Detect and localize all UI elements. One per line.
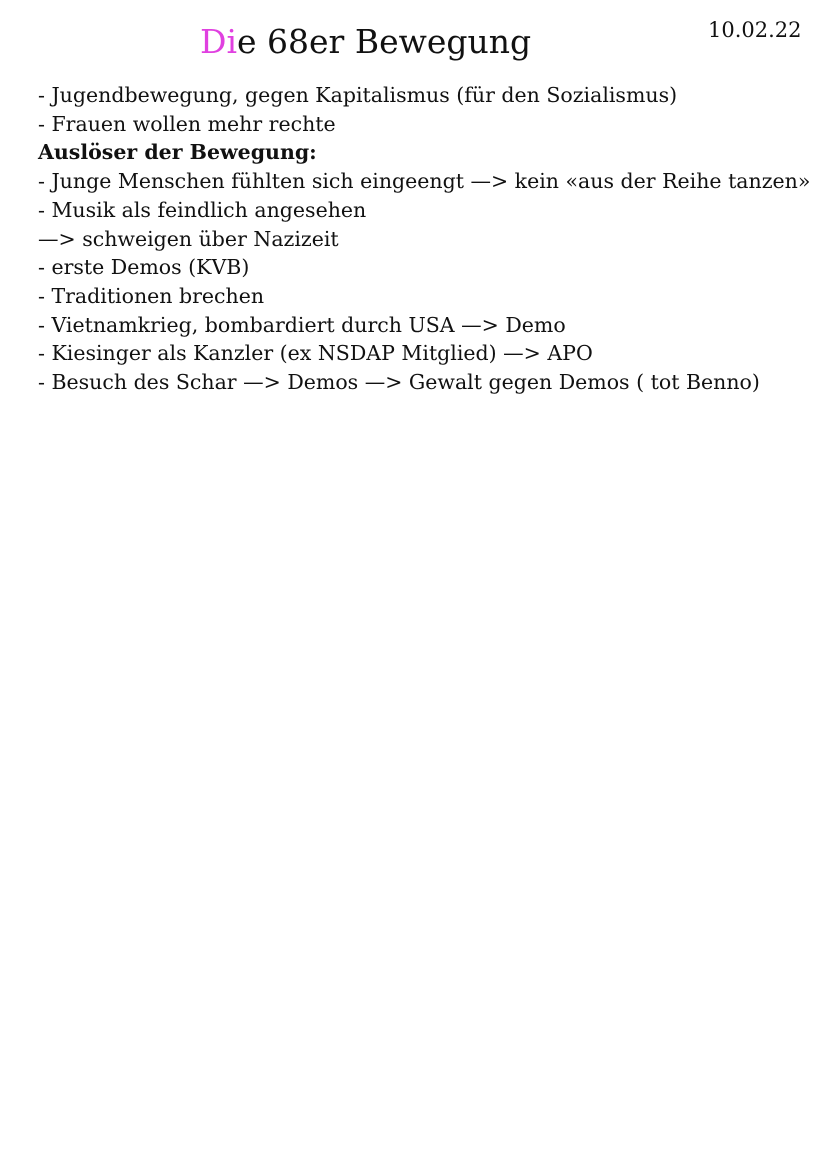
note-line: - Jugendbewegung, gegen Kapitalismus (für den Sozialismus) bbox=[38, 83, 678, 107]
note-line: - Besuch des Schar —> Demos —> Gewalt gegen Demos ( tot Benno) bbox=[38, 370, 760, 395]
note-line: —> schweigen über Nazizeit bbox=[38, 226, 339, 251]
note-line: - Vietnamkrieg, bombardiert durch USA —> Demo bbox=[38, 312, 566, 337]
page-title-accent: Di bbox=[200, 22, 238, 61]
note-line: - Traditionen brechen bbox=[38, 283, 265, 308]
page-title bbox=[200, 22, 531, 62]
note-line: - Musik als feindlich angesehen bbox=[38, 197, 367, 222]
page-date: 10.02.22 bbox=[708, 18, 802, 42]
note-line: - erste Demos (KVB) bbox=[38, 255, 250, 280]
page-title-rest: e 68er Bewegung bbox=[237, 22, 532, 61]
note-line: - Frauen wollen mehr rechte bbox=[38, 111, 336, 136]
notes-content bbox=[38, 81, 813, 397]
note-line: - Junge Menschen fühlten sich eingeengt —> kein «aus der Reihe tanzen» bbox=[38, 169, 811, 194]
note-line: - Kiesinger als Kanzler (ex NSDAP Mitglied) —> APO bbox=[38, 341, 593, 366]
section-heading: Auslöser der Bewegung: bbox=[38, 140, 317, 165]
